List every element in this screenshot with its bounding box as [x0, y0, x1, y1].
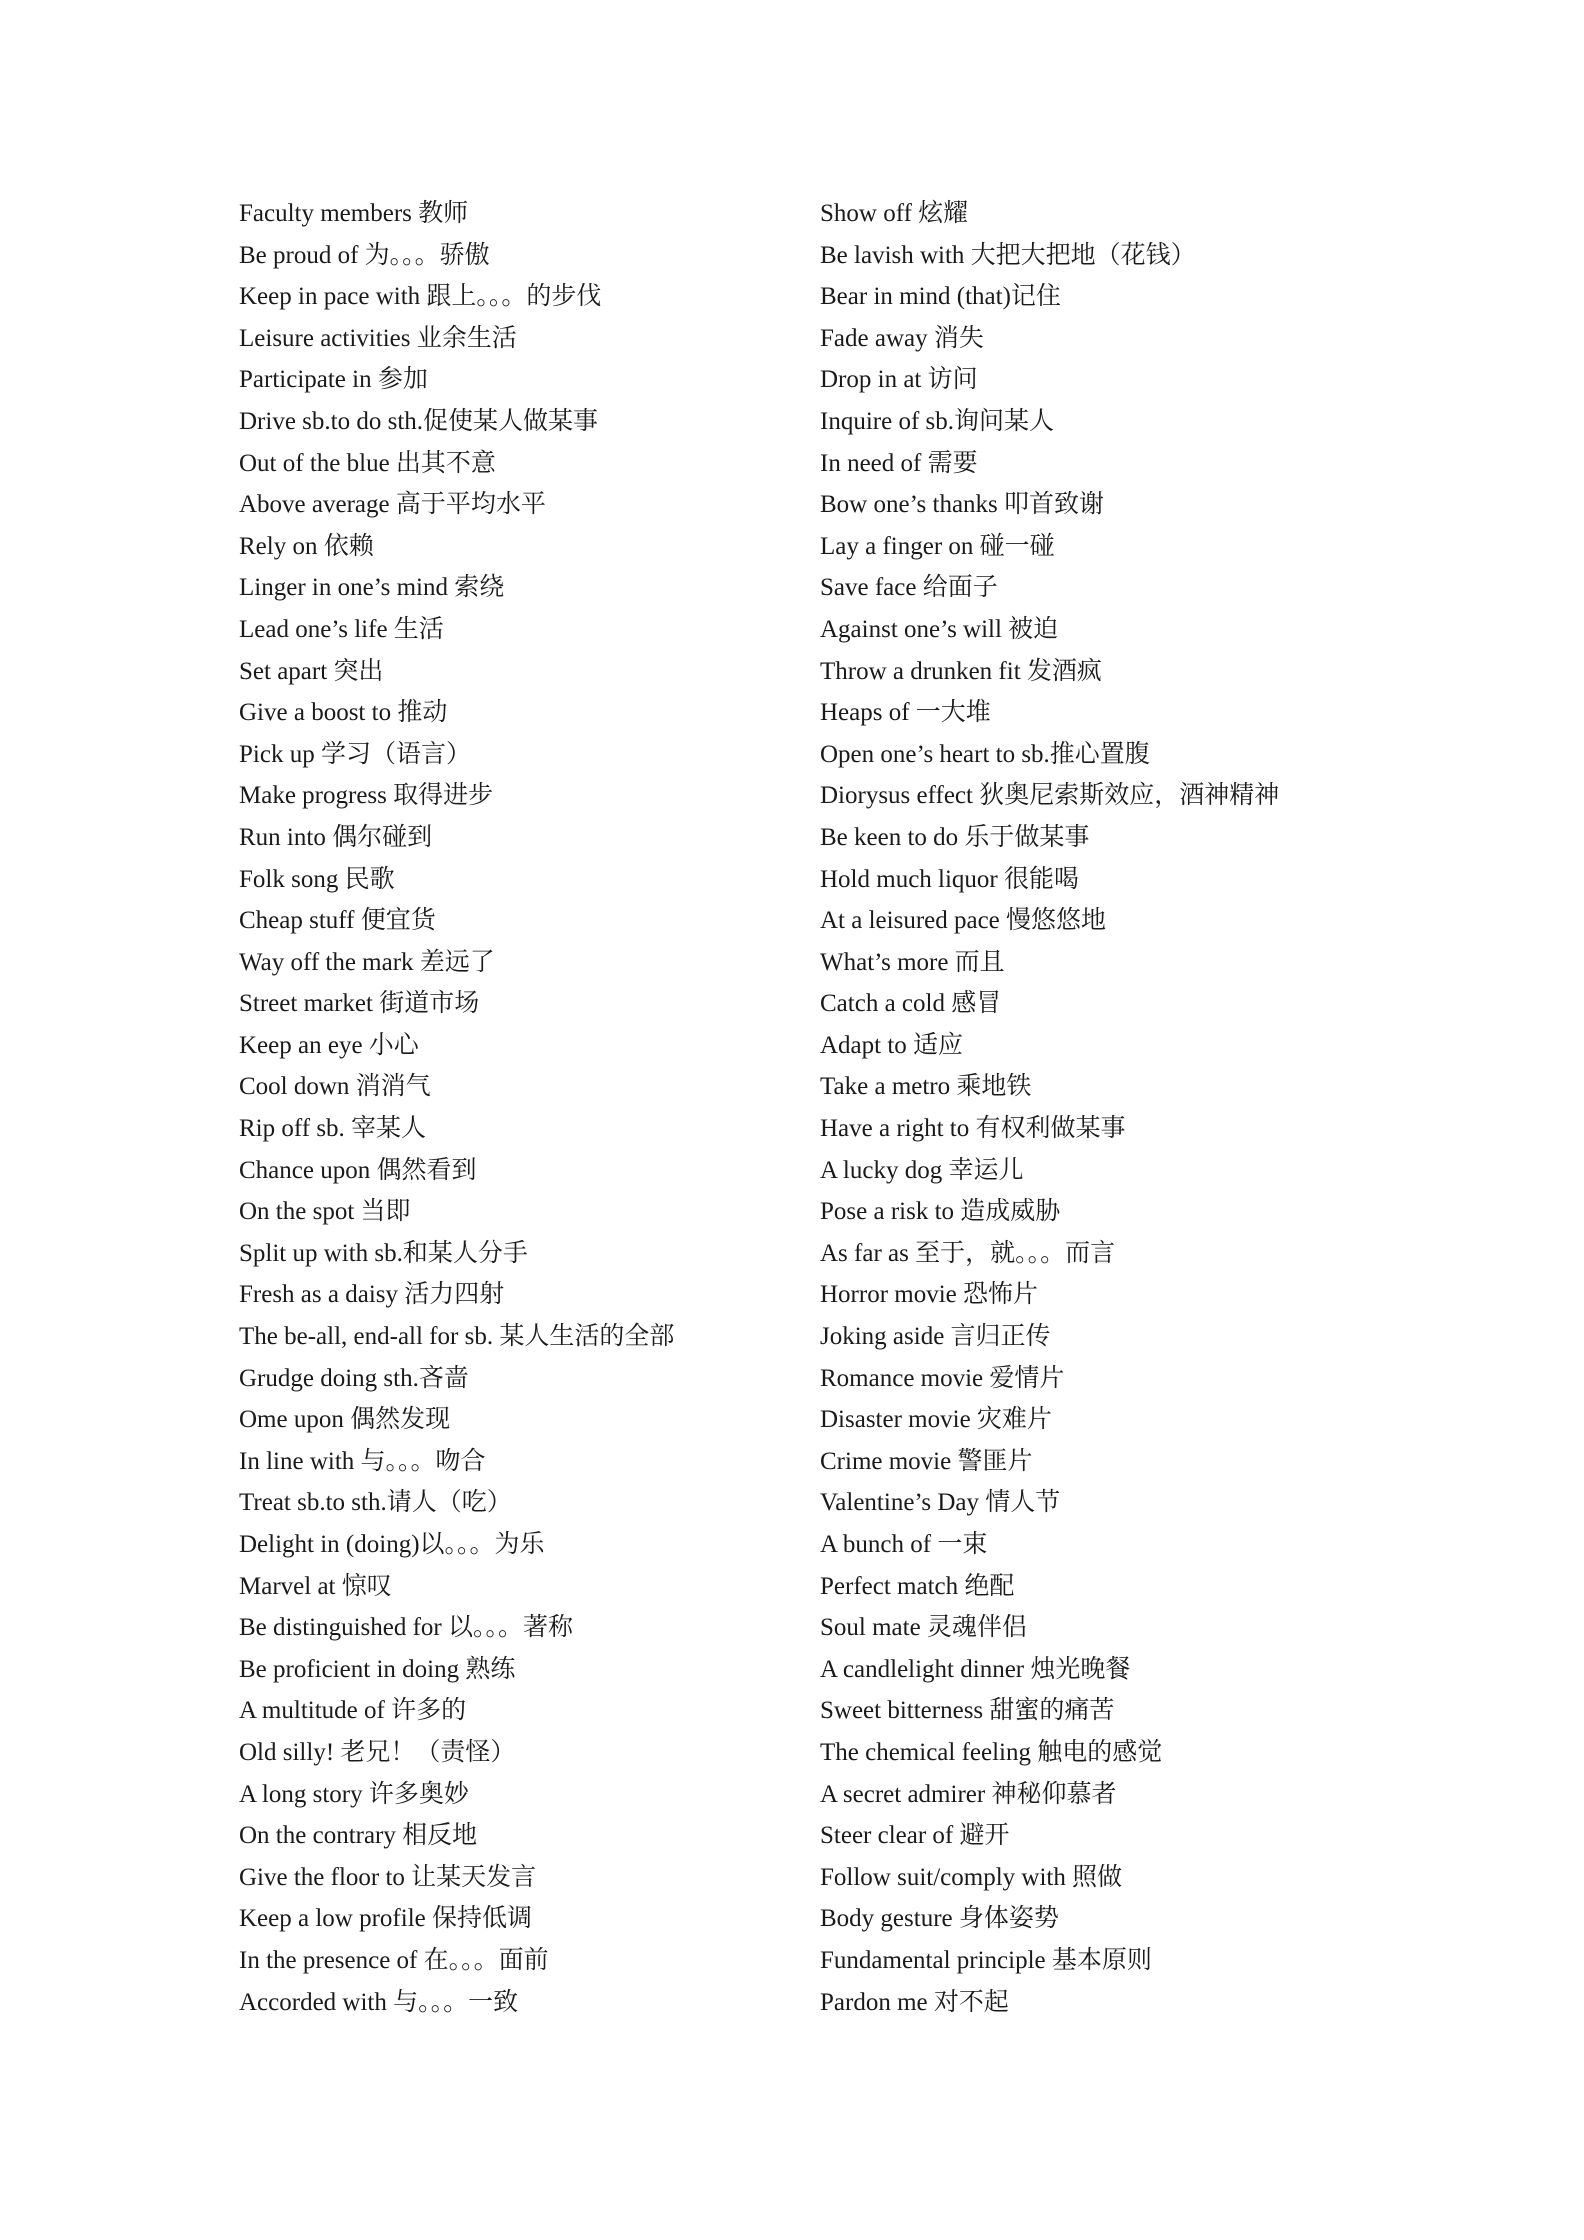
phrase-entry: Body gesture 身体姿势	[820, 1905, 1059, 1933]
phrase-entry: A long story 许多奥妙	[239, 1780, 469, 1808]
phrase-entry: As far as 至于，就。。。而言	[820, 1239, 1116, 1267]
phrase-entry: A multitude of 许多的	[239, 1697, 467, 1725]
phrase-entry: Split up with sb.和某人分手	[239, 1239, 528, 1267]
phrase-entry: Perfect match 绝配	[820, 1572, 1015, 1600]
phrase-entry: Make progress 取得进步	[239, 782, 494, 810]
phrase-entry: Be lavish with 大把大把地（花钱）	[820, 241, 1196, 269]
phrase-entry: In the presence of 在。。。面前	[239, 1946, 549, 1974]
phrase-entry: Joking aside 言归正传	[820, 1323, 1051, 1351]
phrase-entry: Be proud of 为。。。骄傲	[239, 241, 490, 269]
phrase-entry: Keep in pace with 跟上。。。的步伐	[239, 283, 602, 311]
phrase-entry: Crime movie 警匪片	[820, 1447, 1033, 1475]
phrase-entry: Save face 给面子	[820, 574, 998, 602]
phrase-entry: Lay a finger on 碰一碰	[820, 532, 1055, 560]
phrase-entry: A candlelight dinner 烛光晚餐	[820, 1655, 1131, 1683]
phrase-entry: Way off the mark 差远了	[239, 948, 495, 976]
phrase-entry: Street market 街道市场	[239, 990, 480, 1018]
phrase-entry: Marvel at 惊叹	[239, 1572, 392, 1600]
phrase-entry: At a leisured pace 慢悠悠地	[820, 907, 1107, 935]
phrase-entry: Catch a cold 感冒	[820, 990, 1002, 1018]
phrase-entry: Be keen to do 乐于做某事	[820, 823, 1090, 851]
phrase-list-left	[239, 193, 799, 2023]
phrase-entry: Pose a risk to 造成威胁	[820, 1198, 1061, 1226]
phrase-entry: Drop in at 访问	[820, 366, 978, 394]
phrase-entry: In line with 与。。。吻合	[239, 1447, 486, 1475]
phrase-entry: Open one’s heart to sb.推心置腹	[820, 740, 1150, 768]
phrase-entry: Inquire of sb.询问某人	[820, 407, 1054, 435]
phrase-entry: Bow one’s thanks 叩首致谢	[820, 491, 1105, 519]
phrase-entry: The chemical feeling 触电的感觉	[820, 1738, 1163, 1766]
phrase-entry: A lucky dog 幸运儿	[820, 1156, 1024, 1184]
phrase-entry: Valentine’s Day 情人节	[820, 1489, 1061, 1517]
phrase-entry: Show off 炫耀	[820, 200, 969, 227]
phrase-list-right	[820, 193, 1520, 2023]
phrase-entry: Set apart 突出	[239, 657, 384, 685]
phrase-entry: Sweet bitterness 甜蜜的痛苦	[820, 1697, 1115, 1725]
phrase-entry: Chance upon 偶然看到	[239, 1156, 477, 1184]
phrase-entry: Adapt to 适应	[820, 1031, 964, 1059]
phrase-entry: Ome upon 偶然发现	[239, 1406, 451, 1434]
phrase-entry: Lead one’s life 生活	[239, 615, 444, 643]
phrase-entry: Horror movie 恐怖片	[820, 1281, 1039, 1309]
phrase-entry: Soul mate 灵魂伴侣	[820, 1614, 1027, 1642]
phrase-entry: Fresh as a daisy 活力四射	[239, 1281, 505, 1309]
phrase-entry: Old silly! 老兄！（责怪）	[239, 1738, 516, 1766]
phrase-entry: Rely on 依赖	[239, 532, 374, 560]
phrase-entry: Leisure activities 业余生活	[239, 324, 517, 352]
phrase-entry: Keep a low profile 保持低调	[239, 1905, 532, 1933]
phrase-entry: In need of 需要	[820, 449, 978, 477]
phrase-entry: Participate in 参加	[239, 366, 428, 394]
phrase-entry: Steer clear of 避开	[820, 1822, 1010, 1850]
phrase-entry: What’s more 而且	[820, 948, 1005, 976]
phrase-entry: Folk song 民歌	[239, 865, 395, 893]
phrase-entry: Hold much liquor 很能喝	[820, 865, 1080, 893]
phrase-entry: Cheap stuff 便宜货	[239, 907, 436, 935]
phrase-entry: Pardon me 对不起	[820, 1988, 1009, 2016]
phrase-entry: Be distinguished for 以。。。著称	[239, 1614, 574, 1642]
phrase-entry: Out of the blue 出其不意	[239, 449, 496, 477]
phrase-entry: Throw a drunken fit 发酒疯	[820, 657, 1102, 685]
phrase-entry: Heaps of 一大堆	[820, 699, 991, 727]
phrase-entry: Keep an eye 小心	[239, 1031, 419, 1059]
phrase-entry: Follow suit/comply with 照做	[820, 1863, 1123, 1891]
phrase-entry: Faculty members 教师	[239, 200, 469, 227]
phrase-entry: Romance movie 爱情片	[820, 1364, 1065, 1392]
phrase-entry: Drive sb.to do sth.促使某人做某事	[239, 407, 599, 435]
phrase-entry: On the spot 当即	[239, 1198, 411, 1226]
phrase-entry: Fade away 消失	[820, 324, 984, 352]
phrase-entry: Disaster movie 灾难片	[820, 1406, 1052, 1434]
phrase-entry: Pick up 学习（语言）	[239, 740, 471, 768]
phrase-entry: Cool down 消消气	[239, 1073, 431, 1101]
phrase-entry: Grudge doing sth.吝啬	[239, 1364, 469, 1392]
phrase-entry: On the contrary 相反地	[239, 1822, 478, 1850]
phrase-entry: A bunch of 一束	[820, 1531, 988, 1558]
phrase-entry: Run into 偶尔碰到	[239, 823, 433, 851]
phrase-entry: Fundamental principle 基本原则	[820, 1946, 1152, 1974]
phrase-entry: Have a right to 有权利做某事	[820, 1115, 1126, 1143]
phrase-entry: Diorysus effect 狄奥尼索斯效应，酒神精神	[820, 782, 1280, 810]
phrase-entry: Give a boost to 推动	[239, 699, 448, 727]
phrase-entry: Be proficient in doing 熟练	[239, 1655, 516, 1683]
phrase-entry: Against one’s will 被迫	[820, 615, 1059, 643]
phrase-entry: Give the floor to 让某天发言	[239, 1863, 537, 1891]
phrase-entry: Accorded with 与。。。一致	[239, 1988, 519, 2016]
phrase-entry: Delight in (doing)以。。。为乐	[239, 1531, 545, 1558]
phrase-entry: The be-all, end-all for sb. 某人生活的全部	[239, 1323, 675, 1351]
phrase-entry: Take a metro 乘地铁	[820, 1073, 1032, 1101]
phrase-entry: Treat sb.to sth.请人（吃）	[239, 1489, 512, 1517]
phrase-entry: Linger in one’s mind 索绕	[239, 574, 505, 602]
phrase-entry: A secret admirer 神秘仰慕者	[820, 1780, 1117, 1808]
phrase-entry: Bear in mind (that)记住	[820, 283, 1061, 311]
phrase-entry: Above average 高于平均水平	[239, 491, 546, 519]
phrase-entry: Rip off sb. 宰某人	[239, 1115, 427, 1143]
